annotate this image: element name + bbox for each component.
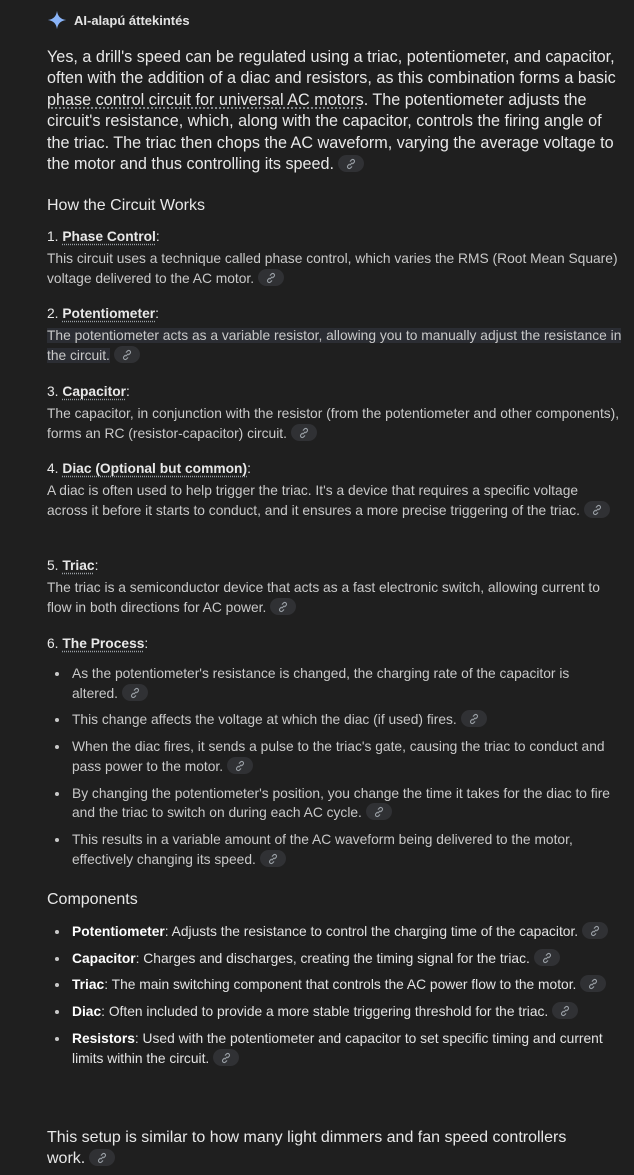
item-body: A diac is often used to help trigger the triac. It's a device that requires a specific voltage across it before it starts to conduct, and it ensures a more precise triggering of the triac. xyxy=(47,483,580,518)
component-name: Potentiometer xyxy=(72,924,165,939)
ai-overview-header xyxy=(47,10,190,30)
item-body: The capacitor, in conjunction with the resistor (from the potentiometer and other components), forms an RC (resistor-capacitor) circuit. xyxy=(47,406,620,441)
source-link-button[interactable] xyxy=(584,501,610,518)
item-name: Capacitor xyxy=(62,384,126,399)
item-number: 3. xyxy=(47,384,59,399)
component-name: Triac xyxy=(72,977,105,993)
intro-text-1: Yes, a drill's speed can be regulated using a triac, potentiometer, and capacitor, often with the addition of a diac and resistors, as this combination forms a basic xyxy=(47,48,616,88)
component-name: Resistors xyxy=(72,1030,135,1046)
components-list xyxy=(47,922,617,1068)
outro-paragraph: This setup is similar to how many light dimmers and fan speed controllers work. xyxy=(47,1129,567,1167)
link-icon xyxy=(468,713,480,725)
link-icon xyxy=(267,853,279,865)
list-item: This change affects the voltage at which the diac (if used) fires. xyxy=(47,710,617,730)
list-item: Diac: Often included to provide a more stable triggering threshold for the triac. xyxy=(47,1002,617,1022)
source-link-button[interactable] xyxy=(338,155,364,172)
item-number: 1. xyxy=(47,229,59,244)
how-item-triac: 5. Triac: The triac is a semiconductor device that acts as a fast electronic switch, allowing current to flow in both directions for AC power. xyxy=(47,558,600,615)
link-icon xyxy=(541,952,553,964)
link-icon xyxy=(234,760,246,772)
source-link-button[interactable] xyxy=(366,803,392,820)
link-icon xyxy=(345,158,357,170)
item-number: 6. xyxy=(47,636,59,651)
link-icon xyxy=(265,272,277,284)
item-name: The Process xyxy=(62,636,145,651)
item-number: 2. xyxy=(47,306,59,321)
item-number: 5. xyxy=(47,558,59,573)
link-icon xyxy=(559,1005,571,1017)
item-name: Diac (Optional but common) xyxy=(62,461,248,476)
how-section-title: How the Circuit Works xyxy=(47,197,205,214)
list-item: When the diac fires, it sends a pulse to the triac's gate, causing the triac to conduct and pass power to the motor. xyxy=(47,737,617,776)
link-icon xyxy=(277,601,289,613)
list-item: As the potentiometer's resistance is changed, the charging rate of the capacitor is altered. xyxy=(47,664,617,703)
how-item-phase-control: 1. Phase Control: This circuit uses a technique called phase control, which varies the RMS (Root Mean Square) voltage delivered to the AC motor. xyxy=(47,229,618,286)
link-icon xyxy=(121,349,133,361)
source-link-button[interactable] xyxy=(552,1002,578,1019)
item-name: Phase Control xyxy=(62,229,156,244)
component-name: Capacitor xyxy=(72,950,136,966)
how-item-diac: 4. Diac (Optional but common): A diac is often used to help trigger the triac. It's a device that requires a specific voltage across it before it starts to conduct, and it ensures a more precise triggering of the triac. xyxy=(47,460,622,520)
item-name: Triac xyxy=(62,558,95,573)
how-item-potentiometer: 2. Potentiometer: The potentiometer acts as a variable resistor, allowing you to manually adjust the resistance in the circuit. xyxy=(47,306,622,363)
link-icon xyxy=(129,687,141,699)
link-icon xyxy=(591,504,603,516)
link-icon xyxy=(298,427,310,439)
process-list xyxy=(47,664,617,869)
list-item: Potentiometer: Adjusts the resistance to control the charging time of the capacitor. xyxy=(47,922,617,942)
source-link-button[interactable] xyxy=(534,949,560,966)
how-item-process: 6. The Process: xyxy=(47,636,149,651)
source-link-button[interactable] xyxy=(580,975,606,992)
item-number: 4. xyxy=(47,461,59,476)
list-item: Triac: The main switching component that controls the AC power flow to the motor. xyxy=(47,975,617,995)
item-body: The triac is a semiconductor device that acts as a fast electronic switch, allowing current to flow in both directions for AC power. xyxy=(47,580,600,615)
source-link-button[interactable] xyxy=(260,850,286,867)
link-icon xyxy=(589,925,601,937)
source-link-button[interactable] xyxy=(213,1049,239,1066)
link-icon xyxy=(373,806,385,818)
components-section-title: Components xyxy=(47,891,138,908)
source-link-button[interactable] xyxy=(461,710,487,727)
source-link-button[interactable] xyxy=(258,269,284,286)
source-link-button[interactable] xyxy=(114,346,140,363)
ai-overview-title: AI-alapú áttekintés xyxy=(74,12,190,28)
list-item: Resistors: Used with the potentiometer and capacitor to set specific timing and current limits within the circuit. xyxy=(47,1029,617,1068)
link-icon xyxy=(96,1152,108,1164)
source-link-button[interactable] xyxy=(582,922,608,939)
item-body: This circuit uses a technique called phase control, which varies the RMS (Root Mean Square) voltage delivered to the AC motor. xyxy=(47,251,618,286)
how-item-capacitor: 3. Capacitor: The capacitor, in conjunction with the resistor (from the potentiometer and other components), forms an RC (resistor-capacitor) circuit. xyxy=(47,384,620,441)
source-link-button[interactable] xyxy=(122,684,148,701)
component-name: Diac xyxy=(72,1004,102,1020)
list-item: Capacitor: Charges and discharges, creating the timing signal for the triac. xyxy=(47,949,617,969)
phase-control-link[interactable]: phase control circuit for universal AC motors xyxy=(47,90,364,109)
source-link-button[interactable] xyxy=(270,598,296,615)
link-icon xyxy=(220,1052,232,1064)
link-icon xyxy=(587,978,599,990)
item-body: The potentiometer acts as a variable resistor, allowing you to manually adjust the resistance in the circuit. xyxy=(47,328,622,363)
list-item: This results in a variable amount of the AC waveform being delivered to the motor, effectively changing its speed. xyxy=(47,830,617,869)
intro-text-2: . The potentiometer adjusts the circuit's resistance, which, along with the capacitor, controls the firing angle of the triac. The triac then chops the AC waveform, varying the average voltage to the motor and thus controlling its speed. xyxy=(47,90,614,174)
source-link-button[interactable] xyxy=(89,1149,115,1166)
source-link-button[interactable] xyxy=(227,757,253,774)
intro-paragraph xyxy=(47,47,622,175)
source-link-button[interactable] xyxy=(291,424,317,441)
item-name: Potentiometer xyxy=(62,306,156,321)
sparkle-icon xyxy=(47,10,67,30)
list-item: By changing the potentiometer's position, you change the time it takes for the diac to fire and the triac to switch on during each AC cycle. xyxy=(47,784,617,823)
